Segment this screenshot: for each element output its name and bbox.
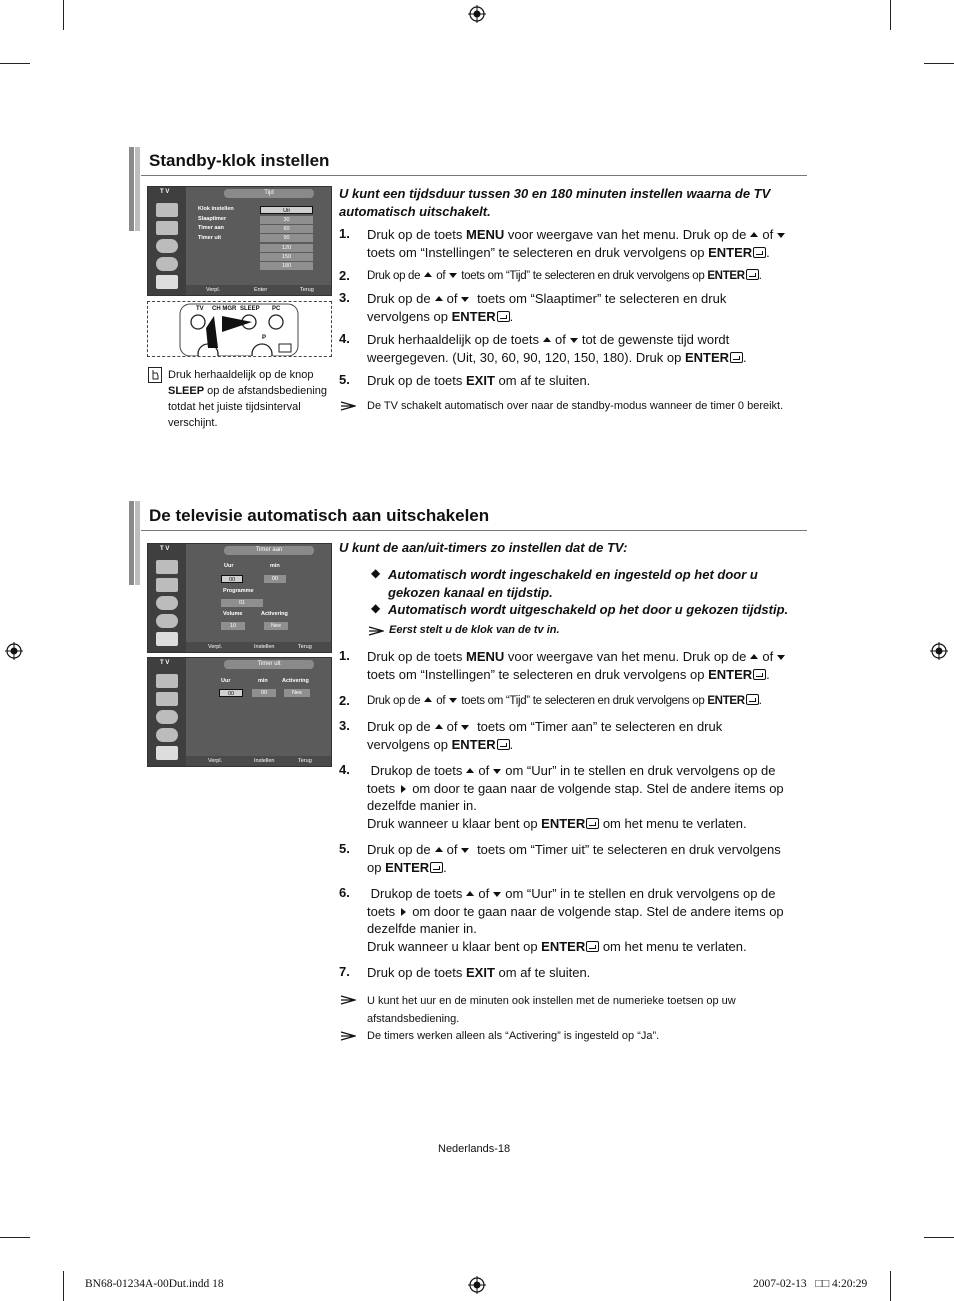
text: of (762, 227, 774, 242)
text: toets om “Instellingen” te selecteren en druk vervolgens op (367, 666, 709, 682)
menu-footer (186, 756, 331, 766)
right-arrow-icon (401, 785, 406, 793)
up-arrow-icon (435, 296, 443, 301)
menu-key: MENU (466, 649, 505, 664)
tv-menu-timer-uit (147, 657, 332, 767)
step-number: 4. (339, 762, 350, 777)
picture-icon (156, 560, 178, 574)
setup-icon (156, 257, 178, 271)
text: of (436, 270, 446, 282)
section-title: Standby-klok instellen (149, 151, 330, 170)
activering-label: Activering (261, 611, 288, 617)
enter-icon (753, 247, 766, 258)
text: Druk op de toets (367, 965, 466, 980)
up-arrow-icon (543, 337, 551, 342)
text: of (478, 886, 490, 901)
text: Druk herhaaldelijk op de toets (367, 332, 539, 347)
registration-mark-icon (930, 642, 948, 660)
pre-note: Eerst stelt u de klok van de tv in. (389, 624, 560, 636)
step-number: 7. (339, 964, 350, 979)
tv-menu-timer-aan (147, 543, 332, 653)
enter-icon (586, 818, 599, 829)
step-number: 6. (339, 885, 350, 900)
menu-sidebar (148, 658, 186, 766)
section-rule (141, 175, 807, 176)
setup-icon (156, 614, 178, 628)
down-arrow-icon (449, 698, 457, 703)
step-number: 1. (339, 648, 350, 663)
down-arrow-icon (461, 297, 469, 302)
up-arrow-icon (466, 768, 474, 773)
step-number: 2. (339, 268, 350, 283)
menu-option[interactable]: 180 (260, 262, 313, 270)
remote-illustration (147, 301, 332, 357)
hour-value[interactable]: 00 (221, 575, 243, 583)
down-arrow-icon (449, 273, 457, 278)
diamond-bullet-icon: ◆ (371, 566, 381, 580)
menu-title: Tijd (224, 189, 314, 198)
enter-key: ENTER (451, 308, 496, 324)
menu-sidebar (148, 187, 186, 295)
step-number: 4. (339, 331, 350, 346)
text: Druk op de toets (367, 373, 466, 388)
step-text (367, 964, 787, 982)
text: om af te sluiten. (494, 373, 591, 388)
down-arrow-icon (777, 655, 785, 660)
up-arrow-icon (750, 232, 758, 237)
down-arrow-icon (570, 338, 578, 343)
enter-icon (730, 352, 743, 363)
text: om het menu te verlaten. (599, 938, 747, 954)
activering-value[interactable]: Nee (284, 689, 310, 697)
footer-move: Verpl. (208, 644, 223, 650)
step-text (367, 290, 787, 325)
footer-set: Instellen (254, 758, 275, 764)
text: Druk op de (367, 842, 431, 857)
enter-icon (430, 862, 443, 873)
text: tot de gewenste tijd wordt weergegeven. (Uit, 30, 60, 90, 120, 150, 180). Druk op (367, 332, 730, 365)
note-arrow-icon (368, 626, 384, 636)
footer-back: Terug (298, 758, 312, 764)
text: toets om “Instellingen” te selecteren en druk vervolgens op (367, 244, 709, 260)
registration-mark-icon (468, 1276, 486, 1294)
remote-label: SLEEP (240, 306, 260, 312)
text: . (443, 859, 447, 875)
up-arrow-icon (466, 891, 474, 896)
tv-menu-tijd (147, 186, 332, 296)
right-arrow-icon (401, 908, 406, 916)
hour-label: Uur (224, 563, 234, 569)
menu-tv-label: T V (160, 660, 170, 666)
text: toets om “Tijd” te selecteren en druk vervolgens op (461, 695, 708, 707)
step-text (367, 268, 817, 286)
note-arrow-icon (340, 1031, 356, 1041)
menu-tv-label: T V (160, 546, 170, 552)
enter-icon (746, 269, 759, 280)
text: voor weergave van het menu. Druk op de (504, 227, 747, 242)
gear-icon (156, 275, 178, 289)
side-note-text: op de afstandsbediening totdat het juiste tijdsinterval verschijnt. (168, 385, 328, 429)
section-accent-bar (135, 501, 140, 585)
menu-tv-label: T V (160, 189, 170, 195)
step-text (367, 885, 807, 955)
text: toets om “Timer uit” te selecteren en druk vervolgens op (367, 842, 781, 875)
programme-value[interactable]: 01 (221, 599, 263, 607)
file-slug: BN68-01234A-00Dut.indd 18 (85, 1278, 224, 1290)
text: . (509, 308, 514, 324)
enter-key: ENTER (451, 736, 496, 752)
diamond-bullet-icon: ◆ (371, 601, 381, 615)
side-note (168, 367, 330, 431)
remote-label: TV (196, 306, 204, 312)
menu-option-selected[interactable]: Uit (260, 206, 313, 214)
up-arrow-icon (435, 847, 443, 852)
section-intro: U kunt de aan/uit-timers zo instellen dat de TV: (339, 540, 628, 555)
up-arrow-icon (750, 654, 758, 659)
volume-label: Volume (223, 611, 243, 617)
menu-item[interactable]: Slaaptimer (198, 216, 227, 222)
down-arrow-icon (461, 848, 469, 853)
activering-label: Activering (282, 678, 309, 684)
registration-mark-icon (468, 5, 486, 23)
sleep-key-label: SLEEP (168, 385, 205, 397)
down-arrow-icon (777, 233, 785, 238)
text: of (762, 649, 774, 664)
enter-icon (497, 739, 510, 750)
crop-mark (890, 0, 891, 30)
sound-icon (156, 578, 178, 592)
menu-option[interactable]: 150 (260, 253, 313, 261)
crop-mark (924, 1237, 954, 1238)
down-arrow-icon (493, 769, 501, 774)
text: om het menu te verlaten. (599, 815, 747, 831)
text: voor weergave van het menu. Druk op de (504, 649, 747, 664)
menu-sidebar (148, 544, 186, 652)
step-number: 1. (339, 226, 350, 241)
exit-key: EXIT (466, 373, 495, 388)
note-arrow-icon (340, 401, 356, 411)
gear-icon (156, 632, 178, 646)
crop-mark (924, 63, 954, 64)
step-text (367, 226, 807, 261)
note-text: De timers werken alleen als “Activering” is ingesteld op “Ja”. (367, 1030, 660, 1042)
footer-back: Terug (300, 287, 314, 293)
crop-mark (890, 1271, 891, 1301)
hour-value[interactable]: 00 (219, 689, 243, 697)
bullet-text: Automatisch wordt uitgeschakeld op het door u gekozen tijdstip. (388, 602, 789, 617)
section-title: De televisie automatisch aan uitschakelen (149, 506, 490, 525)
menu-footer (186, 285, 331, 295)
text: . (758, 270, 762, 282)
up-arrow-icon (424, 697, 432, 702)
step-number: 2. (339, 693, 350, 708)
text: . (509, 736, 514, 752)
exit-key: EXIT (466, 965, 495, 980)
enter-key: ENTER (385, 859, 430, 875)
channel-icon (156, 596, 178, 610)
enter-key: ENTER (541, 815, 586, 831)
text: Drukop de toets (370, 763, 463, 778)
menu-option[interactable]: 90 (260, 234, 313, 242)
text: toets om “Timer aan” te selecteren en druk vervolgens op (367, 719, 723, 752)
note-text: U kunt het uur en de minuten ook instellen met de numerieke toetsen op uw afstandsbediening. (367, 995, 736, 1025)
text: of (446, 842, 458, 857)
text: Druk op de (367, 291, 431, 306)
channel-icon (156, 710, 178, 724)
step-text (367, 718, 787, 753)
crop-mark (0, 1237, 30, 1238)
minute-value[interactable]: 00 (252, 689, 276, 697)
sound-icon (156, 221, 178, 235)
activering-value[interactable]: Nee (264, 622, 288, 630)
enter-icon (497, 311, 510, 322)
step-text (367, 331, 787, 366)
volume-value[interactable]: 10 (221, 622, 245, 630)
text: . (758, 695, 762, 707)
remote-label: PC (272, 306, 281, 312)
crop-mark (63, 0, 64, 30)
hour-label: Uur (221, 678, 231, 684)
bullet-text: Automatisch wordt ingeschakeld en ingesteld op het door u gekozen kanaal en tijdstip. (388, 567, 758, 600)
picture-icon (156, 203, 178, 217)
text: Druk op de (367, 719, 431, 734)
text: of (478, 763, 490, 778)
step-text (367, 762, 807, 832)
gear-icon (156, 746, 178, 760)
text: of (555, 332, 566, 347)
menu-key: MENU (466, 227, 505, 242)
minute-value[interactable]: 00 (264, 575, 286, 583)
menu-option[interactable]: 120 (260, 244, 313, 252)
text: om door te gaan naar de volgende stap. Stel de andere items op dezelfde manier in. (367, 780, 784, 813)
text: Druk op de (367, 270, 421, 282)
minute-label: min (258, 678, 268, 684)
minute-label: min (270, 563, 280, 569)
menu-title: Timer uit (224, 660, 314, 669)
note-text: De TV schakelt automatisch over naar de standby-modus wanneer de timer 0 bereikt. (367, 400, 784, 412)
picture-icon (156, 674, 178, 688)
page-number: Nederlands-18 (438, 1143, 511, 1155)
step-text (367, 693, 817, 711)
section-accent-bar (129, 147, 134, 231)
text: of (446, 291, 458, 306)
crop-mark (63, 1271, 64, 1301)
side-note-text: Druk herhaaldelijk op de knop (168, 369, 314, 381)
remote-label: CH MGR (212, 306, 237, 312)
enter-key: ENTER (684, 349, 730, 365)
text: . (766, 244, 770, 260)
footer-move: Verpl. (208, 758, 223, 764)
step-number: 3. (339, 290, 350, 305)
text: om “Uur” in te stellen en druk vervolgens op de toets (367, 886, 776, 919)
step-number: 5. (339, 372, 350, 387)
text: om door te gaan naar de volgende stap. Stel de andere items op dezelfde manier in. (367, 903, 784, 936)
text: Druk op de (367, 695, 421, 707)
enter-key: ENTER (708, 666, 753, 682)
footer-set: Instellen (254, 644, 275, 650)
text: toets om “Slaaptimer” te selecteren en druk vervolgens op (367, 291, 727, 324)
step-number: 3. (339, 718, 350, 733)
text: Drukop de toets (370, 886, 463, 901)
up-arrow-icon (435, 724, 443, 729)
timestamp-slug: 2007-02-13 □□ 4:20:29 (753, 1278, 868, 1290)
enter-icon (746, 694, 759, 705)
text: Druk wanneer u klaar bent op (367, 815, 542, 831)
menu-item[interactable]: Timer aan (198, 225, 224, 231)
text: of (446, 719, 458, 734)
down-arrow-icon (461, 725, 469, 730)
text: Druk op de toets (367, 227, 466, 242)
text: toets om “Tijd” te selecteren en druk vervolgens op (461, 270, 708, 282)
text: Druk wanneer u klaar bent op (367, 938, 542, 954)
step-text (367, 372, 787, 390)
enter-key: ENTER (707, 270, 745, 282)
menu-option[interactable]: 30 (260, 216, 313, 224)
menu-item[interactable]: Klok instellen (198, 206, 234, 212)
section-rule (141, 530, 807, 531)
text: . (766, 666, 770, 682)
section-accent-bar (135, 147, 140, 231)
note-arrow-icon (340, 995, 356, 1005)
programme-label: Programme (223, 588, 254, 594)
section-intro: U kunt een tijdsduur tussen 30 en 180 minuten instellen waarna de TV automatisch uitschakelt. (339, 186, 771, 219)
enter-icon (753, 669, 766, 680)
enter-key: ENTER (541, 938, 586, 954)
registration-mark-icon (5, 642, 23, 660)
up-arrow-icon (424, 272, 432, 277)
channel-icon (156, 239, 178, 253)
footer-back: Terug (298, 644, 312, 650)
menu-title: Timer aan (224, 546, 314, 555)
menu-footer (186, 642, 331, 652)
footer-move: Verpl. (206, 287, 221, 293)
text: om “Uur” in te stellen en druk vervolgens op de toets (367, 763, 776, 796)
setup-icon (156, 728, 178, 742)
hand-pointer-icon (148, 367, 162, 383)
text: of (436, 695, 446, 707)
enter-key: ENTER (707, 695, 745, 707)
text: om af te sluiten. (494, 965, 591, 980)
text: . (743, 349, 747, 365)
crop-mark (0, 63, 30, 64)
enter-key: ENTER (708, 244, 753, 260)
menu-item[interactable]: Timer uit (198, 235, 222, 241)
sound-icon (156, 692, 178, 706)
step-number: 5. (339, 841, 350, 856)
menu-option[interactable]: 60 (260, 225, 313, 233)
footer-enter: Enter (254, 287, 268, 293)
step-text (367, 841, 787, 876)
step-text (367, 648, 807, 683)
section-accent-bar (129, 501, 134, 585)
remote-label: P (262, 335, 267, 341)
down-arrow-icon (493, 892, 501, 897)
enter-icon (586, 941, 599, 952)
text: Druk op de toets (367, 649, 466, 664)
